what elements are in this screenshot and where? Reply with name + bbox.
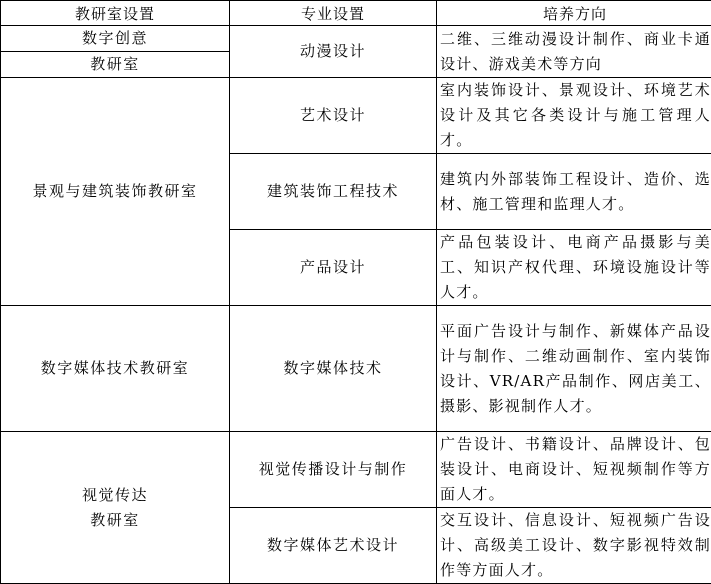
table-row [1,432,711,508]
major-cell: 建筑装饰工程技术 [230,154,437,230]
department-line1: 视觉传达 [1,483,229,508]
department-cell: 景观与建筑装饰教研室 [1,78,230,306]
major-cell: 视觉传播设计与制作 [230,432,437,508]
department-cell: 数字媒体技术教研室 [1,306,230,432]
major-cell: 数字媒体技术 [230,306,437,432]
department-cell [1,432,230,584]
direction-cell [437,306,711,432]
direction-text: 建筑内外部装饰工程设计、造价、选材、施工管理和监理人才。 [437,167,711,217]
direction-text: 广告设计、书籍设计、品牌设计、包装设计、电商设计、短视频制作等方面人才。 [437,432,711,507]
direction-text: 二维、三维动漫设计制作、商业卡通设计、游戏美术等方向 [437,27,711,77]
major-cell: 艺术设计 [230,78,437,154]
major-cell: 数字媒体艺术设计 [230,508,437,584]
direction-cell [437,154,711,230]
direction-text: 交互设计、信息设计、短视频广告设计、高级美工设计、数字影视特效制作等方面人才。 [437,508,711,583]
direction-text: 平面广告设计与制作、新媒体产品设计与制作、二维动画制作、室内装饰设计、VR/AR产品制作、网店美工、摄影、影视制作人才。 [437,319,711,419]
table-row [1,306,711,432]
table-row [1,26,711,52]
header-major: 专业设置 [230,1,437,26]
major-cell: 产品设计 [230,230,437,306]
direction-cell [437,432,711,508]
major-cell: 动漫设计 [230,26,437,78]
header-direction: 培养方向 [437,1,711,26]
direction-text: 室内装饰设计、景观设计、环境艺术设计及其它各类设计与施工管理人才。 [437,78,711,153]
department-cell-line1: 数字创意 [1,26,230,52]
header-row [1,1,711,26]
direction-cell [437,508,711,584]
direction-text: 产品包装设计、电商产品摄影与美工、知识产权代理、环境设施设计等人才。 [437,230,711,305]
department-line2: 教研室 [1,508,229,533]
table-row [1,78,711,154]
header-department: 教研室设置 [1,1,230,26]
department-cell-line2: 教研室 [1,52,230,78]
direction-cell [437,230,711,306]
direction-cell [437,26,711,78]
direction-cell [437,78,711,154]
